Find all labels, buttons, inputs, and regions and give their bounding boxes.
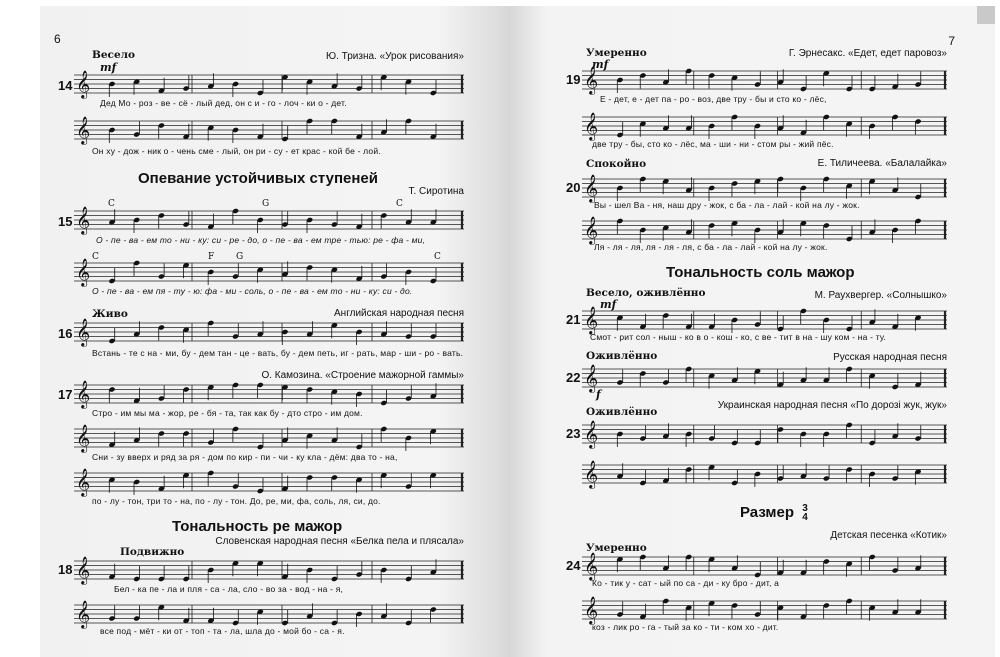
- treble-clef-icon: 𝄞: [76, 600, 91, 628]
- chord-symbol: G: [236, 252, 244, 262]
- lyrics-line: Бел - ка пе - ла и пля - са - ла, сло - во за - вод - на - я,: [114, 584, 344, 594]
- composer-credit: Русская народная песня: [833, 352, 947, 363]
- exercise-number: 20: [566, 180, 581, 195]
- treble-clef-icon: 𝄞: [584, 216, 599, 244]
- music-staff: [582, 68, 947, 92]
- music-staff: [582, 114, 947, 138]
- time-signature-top: 3: [802, 503, 808, 515]
- lyrics-line: Ко - тик у - сат - ый по са - ди - ку бро - дит, а: [592, 578, 780, 588]
- music-staff: [582, 218, 947, 242]
- music-staff: [74, 118, 464, 142]
- tempo-marking: Живо: [92, 308, 128, 320]
- lyrics-line: Вы - шел Ва - ня, наш дру - жок, с ба - ла - лай - кой на лу - жок.: [594, 200, 860, 210]
- time-signature-bottom: 4: [802, 512, 808, 524]
- composer-credit: Т. Сиротина: [408, 186, 464, 197]
- page-corner: [977, 6, 995, 24]
- exercise-number: 17: [58, 387, 73, 402]
- treble-clef-icon: 𝄞: [584, 420, 599, 448]
- tempo-marking: Подвижно: [120, 546, 185, 558]
- music-staff: [582, 554, 947, 578]
- exercise-number: 22: [566, 370, 581, 385]
- composer-credit: Г. Эрнесакс. «Едет, едет паровоз»: [788, 48, 947, 59]
- section-title: Тональность ре мажор: [172, 518, 343, 535]
- lyrics-line: коз - лик ро - га - тый за ко - ти - ком хо - дит.: [592, 622, 779, 632]
- music-staff: [74, 320, 464, 344]
- chord-symbol: C: [92, 252, 99, 262]
- chord-symbol: G: [262, 199, 270, 209]
- music-staff: [74, 558, 464, 582]
- music-staff: [582, 308, 947, 332]
- lyrics-line: О - пе - ва - ем пя - ту - ю: фа - ми - соль, о - пе - ва - ем то - ни - ку: си - до.: [92, 286, 413, 296]
- section-title: Опевание устойчивых ступеней: [138, 170, 378, 187]
- music-staff: [74, 260, 464, 284]
- exercise-number: 21: [566, 312, 581, 327]
- page-number-right: 7: [948, 34, 955, 48]
- music-staff: [74, 602, 464, 626]
- chord-symbol: C: [396, 199, 403, 209]
- treble-clef-icon: 𝄞: [76, 424, 91, 452]
- music-staff: [74, 72, 464, 96]
- tempo-marking: Оживлённо: [586, 406, 658, 418]
- treble-clef-icon: 𝄞: [76, 318, 91, 346]
- lyrics-line: две тру - бы, сто ко - лёс, ма - ши - ни - стом ры - жий пёс.: [592, 139, 834, 149]
- tempo-marking: Оживлённо: [586, 350, 658, 362]
- time-signature: [802, 504, 808, 522]
- music-staff: [74, 470, 464, 494]
- lyrics-line: по - лу - тон, три то - на, по - лу - тон. До, ре, ми, фа, соль, ля, си, до.: [92, 496, 381, 506]
- composer-credit: Словенская народная песня «Белка пела и плясала»: [215, 536, 464, 547]
- treble-clef-icon: 𝄞: [76, 380, 91, 408]
- section-title-text: Размер: [740, 504, 795, 521]
- dynamic-marking: mf: [100, 61, 117, 74]
- music-staff: [582, 422, 947, 446]
- exercise-number: 18: [58, 562, 73, 577]
- exercise-number: 19: [566, 72, 581, 87]
- composer-credit: Украинская народная песня «По дорозі жук, жук»: [717, 400, 947, 411]
- treble-clef-icon: 𝄞: [584, 596, 599, 624]
- composer-credit: М. Раухвергер. «Солнышко»: [814, 290, 947, 301]
- composer-credit: Английская народная песня: [334, 308, 464, 319]
- lyrics-line: Дед Мо - роз - ве - сё - лый дед, он с и - го - лоч - ки о - дет.: [100, 98, 347, 108]
- lyrics-line: Сни - зу вверх и ряд за ря - дом по кир - пи - чи - ку кла - дём: два то - на,: [92, 452, 398, 462]
- exercise-number: 24: [566, 558, 581, 573]
- composer-credit: О. Камозина. «Строение мажорной гаммы»: [261, 370, 464, 381]
- dynamic-marking: mf: [600, 298, 617, 311]
- lyrics-line: О - пе - ва - ем то - ни - ку: си - ре - до, о - пе - ва - ем тре - тью: ре - фа - ми,: [96, 235, 426, 245]
- lyrics-line: Смот - рит сол - ныш - ко в о - кош - ко, с ве - тит в на - шу ком - на - ту.: [590, 332, 887, 342]
- treble-clef-icon: 𝄞: [76, 258, 91, 286]
- lyrics-line: Ля - ля - ля, ля - ля - ля, с ба - ла - лай - кой на лу - жок.: [594, 242, 828, 252]
- treble-clef-icon: 𝄞: [584, 174, 599, 202]
- music-staff: [582, 462, 947, 486]
- exercise-number: 16: [58, 326, 73, 341]
- composer-credit: Е. Тиличеева. «Балалайка»: [817, 158, 947, 169]
- treble-clef-icon: 𝄞: [76, 70, 91, 98]
- dynamic-marking: mf: [592, 58, 609, 71]
- treble-clef-icon: 𝄞: [76, 556, 91, 584]
- left-page: [40, 6, 508, 657]
- page-number-left: 6: [54, 32, 61, 46]
- treble-clef-icon: 𝄞: [584, 306, 599, 334]
- lyrics-line: все под - мёт - ки от - топ - та - ла, шла до - мой бо - са - я.: [100, 626, 345, 636]
- open-songbook: [40, 0, 995, 657]
- dynamic-marking: f: [596, 388, 601, 401]
- lyrics-line: Он ху - дож - ник о - чень сме - лый, он ри - су - ет крас - кой бе - лой.: [92, 146, 381, 156]
- music-staff: [582, 176, 947, 200]
- lyrics-line: Встань - те с на - ми, бу - дем тан - це - вать, бу - дем петь, иг - рать, мар - ши - ро - вать.: [92, 348, 464, 358]
- treble-clef-icon: 𝄞: [584, 552, 599, 580]
- music-staff: [582, 366, 947, 390]
- treble-clef-icon: 𝄞: [584, 364, 599, 392]
- music-staff: [74, 382, 464, 406]
- exercise-number: 23: [566, 426, 581, 441]
- tempo-marking: Весело: [92, 49, 136, 61]
- exercise-number: 14: [58, 78, 73, 93]
- treble-clef-icon: 𝄞: [76, 468, 91, 496]
- music-staff: [582, 598, 947, 622]
- tempo-marking: Весело, оживлённо: [586, 287, 706, 299]
- treble-clef-icon: 𝄞: [76, 116, 91, 144]
- chord-symbol: F: [208, 252, 215, 262]
- chord-symbol: C: [108, 199, 115, 209]
- chord-symbol: C: [434, 252, 441, 262]
- music-staff: [74, 208, 464, 232]
- lyrics-line: Стро - им мы ма - жор, ре - бя - та, так как бу - дто стро - им дом.: [92, 408, 363, 418]
- lyrics-line: Е - дет, е - дет па - ро - воз, две тру - бы и сто ко - лёс,: [600, 94, 827, 104]
- tempo-marking: Умеренно: [586, 47, 647, 59]
- music-staff: [74, 426, 464, 450]
- section-title: [740, 504, 808, 522]
- exercise-number: 15: [58, 214, 73, 229]
- composer-credit: Детская песенка «Котик»: [830, 530, 947, 541]
- tempo-marking: Умеренно: [586, 542, 647, 554]
- treble-clef-icon: 𝄞: [584, 66, 599, 94]
- treble-clef-icon: 𝄞: [76, 206, 91, 234]
- section-title: Тональность соль мажор: [666, 264, 855, 281]
- treble-clef-icon: 𝄞: [584, 112, 599, 140]
- tempo-marking: Спокойно: [586, 158, 647, 170]
- composer-credit: Ю. Тризна. «Урок рисования»: [326, 51, 464, 62]
- right-page: [508, 6, 995, 657]
- treble-clef-icon: 𝄞: [584, 460, 599, 488]
